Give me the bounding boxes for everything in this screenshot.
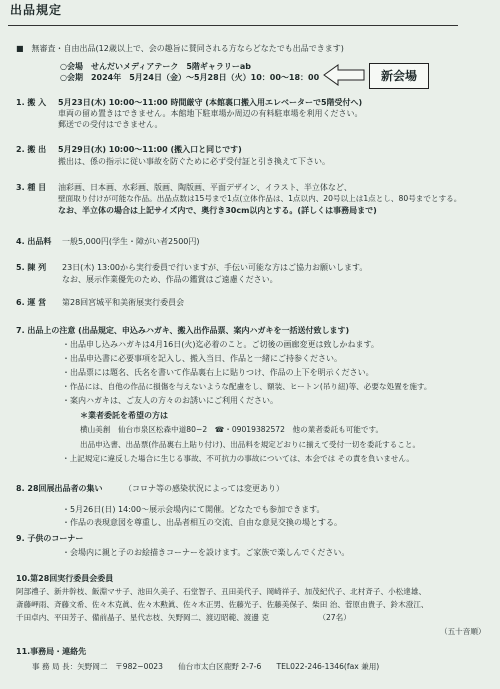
s1-line-3: 郵送での受付はできません。	[58, 120, 163, 129]
s8-line-2: ・作品の表現意図を尊重し、出品者相互の交流、自由な意見交換の場とする。	[62, 518, 342, 527]
s10-members-3: 千田卓内、平田芳子、備前晶子、星代志枝、矢野岡二、渡辺昭範、渡邊 克 （27名）	[16, 613, 351, 622]
s3-line-3: なお、半立体の場合は上記サイズ内で、奥行き30cm以内とする。(詳しくは事務局まで)	[58, 206, 377, 215]
s5-label: 5. 陳 列	[16, 263, 47, 272]
s3-label: 3. 種 目	[16, 183, 47, 192]
s1-head: 5月23日(木) 10:00〜11:00 時間厳守 (本館裏口搬入用エレベーターで5階受付へ)	[58, 98, 363, 107]
title-divider	[8, 25, 458, 26]
s1-label: 1. 搬 入	[16, 98, 47, 107]
s8-label: 8. 28回展出品者の集い	[16, 484, 103, 493]
s7-bullet-5: ・案内ハガキは、ご友人の方々のお誘いにご利用ください。	[62, 396, 278, 405]
s4-text: 一般5,000円(学生・障がい者2500円)	[62, 237, 200, 246]
s6-text: 第28回宮城平和美術展実行委員会	[62, 298, 185, 307]
s8-note: （コロナ等の感染状況によっては変更あり）	[124, 484, 284, 493]
s2-line-2: 搬出は、係の指示に従い事故を防ぐために必ず受付証と引き換えて下さい。	[58, 157, 330, 166]
s7-bullet-4: ・作品には、自他の作品に損傷を与えないような配慮をし、額装、ヒートン(吊り紐)等、必要な処置を施す。	[62, 382, 432, 391]
s11-contact: 事 務 局 長：矢野岡二 〒982−0023 仙台市太白区鹿野 2-7-6 TEL022-246-1346(fax 兼用)	[32, 662, 380, 671]
s7-bullet-1: ・出品申し込みハガキは4月16日(火)迄必着のこと。ご切後の画廊変更は致しかねます。	[62, 340, 379, 349]
s1-line-2: 車両の留め置きはできません。本館地下駐車場か周辺の有料駐車場を利用ください。	[58, 109, 363, 118]
s9-line-1: ・会場内に親と子のお絵描きコーナーを設けます。ご家族で楽しんでください。	[62, 548, 350, 557]
s7-bullet-3: ・出品票には題名、氏名を書いて作品裏右上に貼りつけ、作品の上下を明示ください。	[62, 368, 374, 377]
s10-members-2: 斎藤岬雨、斉藤文希、佐々木克眞、佐々木勲眞、佐々木正男、佐藤光子、佐藤美保子、柴田 治、菅原由貴子、鈴木澄江、	[16, 600, 429, 609]
s7-bullet-6: ・上記規定に違反した場合に生じる事故、不可抗力の事故については、本会では その責を負いません。	[62, 454, 415, 463]
s7-bullet-2: ・出品申込書に必要事項を記入し、搬入当日、作品と一緒にご持参ください。	[62, 354, 342, 363]
period-line: ○会期 2024年 5月24日（金）〜5月28日（火）10：00〜18：00	[60, 73, 320, 82]
s7-agent-name: 横山美創 仙台市泉区松森中道80−2 ☎・09019382572 他の業者委託も可能です。	[80, 425, 384, 434]
s5-line-2: なお、展示作業優先のため、作品の鑑賞はご遠慮ください。	[62, 275, 278, 284]
s4-label: 4. 出品料	[16, 237, 52, 246]
s8-line-1: ・5月26日(日) 14:00〜展示会場内にて開催。どなたでも参加できます。	[62, 505, 325, 514]
s5-line-1: 23日(木) 13:00から実行委員で行いますが、手伝い可能な方はご協力お願いします。	[62, 263, 368, 272]
s6-label: 6. 運 営	[16, 298, 47, 307]
s7-label: 7. 出品上の注意 (出品規定、申込みハガキ、搬入出作品票、案内ハガキを一括送付致します)	[16, 326, 350, 335]
page-title: 出品規定	[10, 3, 63, 17]
s10-label: 10.第28回実行委員会委員	[16, 574, 114, 583]
intro-line: ■ 無審査・自由出品(12歳以上で、会の趣旨に賛同される方ならどなたでも出品できます)	[16, 44, 344, 53]
s3-line-2: 壁面取り付けが可能な作品。出品点数は15号まで1点(立体作品は、1点以内、20号以上は1点とし、80号までとする。	[58, 194, 462, 203]
s10-order-note: （五十音順）	[440, 627, 486, 636]
arrow-left-icon	[322, 63, 366, 87]
new-venue-badge: 新会場	[369, 63, 429, 89]
s3-line-1: 油彩画、日本画、水彩画、版画、陶版画、平面デザイン、イラスト、半立体など、	[58, 183, 352, 192]
venue-line: ○会場 せんだいメディアテーク 5階ギャラリーab	[60, 62, 252, 71]
s7-agent-line-2: 出品申込書、出品票(作品裏右上貼り付け)、出品料を規定どおりに揃えて受付一切を委託すること。	[80, 440, 421, 449]
s10-members-1: 阿部禮子、新井幹枝、飯淵マサ子、池田久美子、石堂智子、丑田美代子、岡崎祥子、加茂紀代子、北村斉子、小松達雄、	[16, 587, 427, 596]
s11-label: 11.事務局・連絡先	[16, 647, 87, 656]
s2-label: 2. 搬 出	[16, 145, 47, 154]
s7-agent-head: ＊業者委託を希望の方は	[80, 411, 168, 420]
s2-head: 5月29日(水) 10:00〜11:00 (搬入口と同じです)	[58, 145, 242, 154]
s9-label: 9. 子供のコーナー	[16, 534, 84, 543]
